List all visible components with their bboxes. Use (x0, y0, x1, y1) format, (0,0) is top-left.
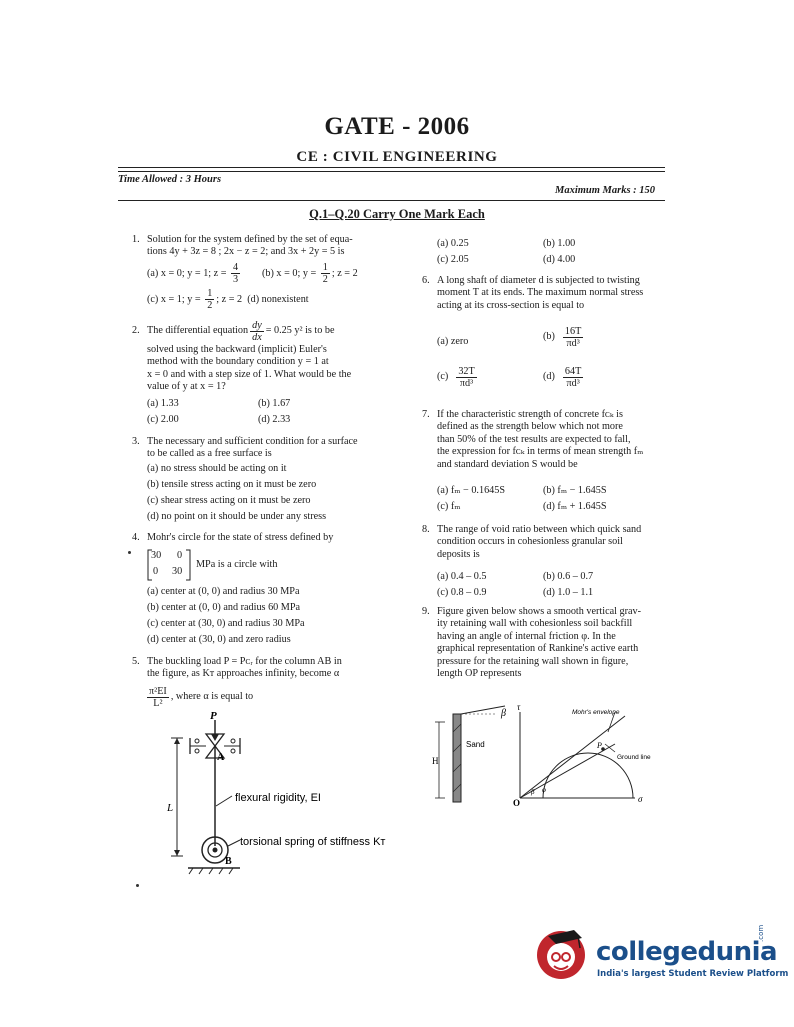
question-text: MPa is a circle with (196, 559, 278, 570)
option-b: (b) 1.00 (543, 238, 576, 249)
section-title: Q.1–Q.20 Carry One Mark Each (309, 207, 485, 221)
question-8 (422, 524, 669, 561)
option-tail: ; z = 2 (216, 293, 243, 305)
fraction-numerator: 1 (322, 262, 328, 273)
option-a (147, 262, 242, 285)
question-number: 4. (132, 532, 140, 543)
matrix-cell: 0 (177, 550, 183, 561)
question-9 (422, 606, 669, 680)
option-d: (d) 2.33 (258, 414, 291, 425)
question-text: Solution for the system defined by the set of equa- (147, 234, 353, 245)
question-text: having an angle of internal friction φ. In the (437, 630, 616, 642)
option-c: (c) 2.05 (437, 254, 469, 265)
question-text: solved using the backward (implicit) Euler's (147, 344, 327, 355)
option-tail: ; z = 2 (331, 267, 358, 279)
option-d: (d) center at (30, 0) and zero radius (147, 634, 291, 645)
question-text: graphical representation of Rankine's active earth (437, 643, 639, 655)
label-b: B (225, 856, 232, 867)
question-text: and standard deviation S would be (437, 458, 578, 470)
question-number: 7. (422, 409, 430, 420)
option-b (262, 262, 358, 285)
label-ground-line: Ground line (617, 754, 651, 761)
option-c: (c) shear stress acting on it must be zero (147, 495, 311, 506)
column-figure (160, 708, 410, 880)
option-a: (a) 0.4 – 0.5 (437, 571, 487, 582)
label-spring: torsional spring of stiffness Kᴛ (240, 836, 386, 848)
question-text: tions 4y + 3z = 8 ; 2x − z = 2; and 3x + 2y = 5 is (147, 246, 345, 258)
option-d: (d) no point on it should be under any stress (147, 511, 327, 522)
fraction-denominator: 3 (233, 274, 239, 285)
label-sand: Sand (466, 740, 485, 749)
option-label: (d) (543, 371, 555, 383)
label-beta: β (501, 708, 506, 719)
scan-mark (136, 884, 139, 887)
option-c: (c) 2.00 (147, 414, 179, 425)
question-text: than 50% of the test results are expected to fall, (437, 433, 631, 445)
option-d: (d) nonexistent (247, 293, 309, 305)
option-c: (c) 0.8 – 0.9 (437, 587, 487, 598)
backfill-surface (461, 706, 505, 714)
question-7 (422, 409, 669, 471)
option-label: (c) x = 1; y = (147, 293, 201, 305)
question-3 (132, 436, 397, 461)
label-p: P (597, 741, 602, 750)
option-b: (b) 0.6 – 0.7 (543, 571, 594, 582)
retaining-wall (453, 714, 461, 802)
question-text: The range of void ratio between which quick sand (437, 524, 642, 535)
label-tau: τ (517, 702, 521, 712)
option-d: (d) 4.00 (543, 254, 576, 265)
question-number: 1. (132, 234, 140, 245)
question-text: moment T at its ends. The maximum normal stress (437, 287, 644, 299)
option-b: (b) fₘ − 1.645S (543, 485, 607, 496)
option-a: (a) 0.25 (437, 238, 469, 249)
option-d: (d) 1.0 – 1.1 (543, 587, 594, 598)
option-b: (b) center at (0, 0) and radius 60 MPa (147, 602, 301, 613)
question-text: The necessary and sufficient condition for a surface (147, 436, 358, 447)
fraction-numerator: dy (252, 319, 262, 331)
option-label: (b) x = 0; y = (262, 267, 317, 279)
fraction-denominator: πd³ (459, 378, 474, 389)
option-c (437, 366, 479, 389)
label-phi-angle: φ (542, 786, 546, 794)
fraction-denominator: 2 (207, 300, 213, 311)
header-rule-top-2 (118, 171, 665, 172)
header-rule-top (118, 167, 665, 168)
fraction-denominator: πd³ (566, 378, 580, 389)
question-text: The buckling load P = Pᴄᵣ for the column AB in (147, 656, 342, 667)
option-d: (d) fₘ + 1.645S (543, 501, 607, 512)
question-text: value of y at x = 1? (147, 381, 226, 393)
option-a: (a) zero (437, 336, 469, 347)
label-p: P (210, 710, 217, 722)
question-number: 8. (422, 524, 430, 535)
question-4 (132, 532, 397, 544)
question-number: 9. (422, 606, 430, 617)
option-b: (b) tensile stress acting on it must be zero (147, 479, 317, 490)
question-text: pressure for the retaining wall shown in figure, (437, 655, 629, 667)
question-text: condition occurs in cohesionless granular soil (437, 536, 623, 548)
question-text: defined as the strength below which not more (437, 421, 623, 433)
option-c: (c) fₘ (437, 501, 461, 512)
question-5 (132, 656, 397, 681)
question-text: If the characteristic strength of concrete fᴄₖ is (437, 409, 623, 420)
question-6 (422, 275, 669, 312)
label-sigma: σ (638, 794, 643, 804)
fraction-numerator: 4 (233, 262, 239, 273)
option-label: (b) (543, 331, 555, 343)
label-beta-angle: β (531, 788, 535, 796)
matrix-cell: 30 (151, 550, 162, 561)
question-2 (132, 318, 397, 394)
question-text: = 0.25 y² is to be (265, 324, 335, 336)
scan-mark (128, 551, 131, 554)
question-text: ity retaining wall with cohesionless soil backfill (437, 618, 633, 630)
label-l: L (167, 802, 174, 814)
fraction-numerator: 16T (564, 326, 582, 337)
label-a: A (217, 752, 225, 763)
option-c: (c) center at (30, 0) and radius 30 MPa (147, 618, 305, 629)
question-text: A long shaft of diameter d is subjected to twisting (437, 275, 640, 286)
brand-tld: .com (757, 924, 765, 942)
question-text: x = 0 and with a step size of 1. What would be the (147, 368, 352, 380)
collegedunia-logo-icon (530, 920, 596, 986)
option-d (543, 366, 585, 389)
question-text: length OP represents (437, 668, 522, 680)
alpha-expression (145, 686, 253, 709)
question-text: the expression for fᴄₖ in terms of mean strength fₘ (437, 446, 644, 458)
brand-name: collegedunia (596, 937, 778, 967)
option-b (543, 326, 585, 349)
exam-subtitle: CE : CIVIL ENGINEERING (296, 149, 498, 165)
load-arrowhead (211, 734, 219, 741)
question-text: the figure, as Kᴛ approaches infinity, become α (147, 668, 340, 680)
fraction-denominator: 2 (322, 274, 328, 285)
question-text: , where α is equal to (170, 691, 254, 703)
question-text: Mohr's circle for the state of stress defined by (147, 532, 334, 543)
time-allowed: Time Allowed : 3 Hours (118, 174, 222, 185)
question-number: 3. (132, 436, 140, 447)
retaining-wall-figure (425, 702, 670, 812)
fraction-denominator: L² (153, 698, 163, 709)
matrix-cell: 30 (172, 566, 183, 577)
stress-matrix (147, 549, 191, 581)
question-text: to be called as a free surface is (147, 448, 272, 460)
option-a: (a) no stress should be acting on it (147, 463, 287, 474)
question-number: 5. (132, 656, 140, 667)
fraction-numerator: π²EI (149, 686, 167, 697)
question-text: deposits is (437, 548, 480, 560)
label-rigidity: flexural rigidity, EI (235, 792, 321, 804)
option-label: (a) x = 0; y = 1; z = (147, 267, 227, 279)
option-c (147, 288, 309, 311)
fraction-denominator: dx (252, 331, 262, 343)
option-a: (a) 1.33 (147, 398, 179, 409)
matrix-cell: 0 (153, 566, 159, 577)
question-number: 6. (422, 275, 430, 286)
brand-tagline: India's largest Student Review Platform (597, 969, 789, 979)
question-text: acting at its cross-section is equal to (437, 299, 585, 311)
max-marks: Maximum Marks : 150 (555, 185, 656, 196)
label-o: O (513, 798, 521, 808)
option-a: (a) fₘ − 0.1645S (437, 485, 506, 496)
fraction-numerator: 64T (564, 366, 582, 377)
question-text: The differential equation (147, 324, 249, 336)
fraction-numerator: 1 (207, 288, 213, 299)
option-b: (b) 1.67 (258, 398, 291, 409)
question-text: Figure given below shows a smooth vertical grav- (437, 606, 641, 617)
label-h: H (432, 756, 439, 766)
question-text: method with the boundary condition y = 1 at (147, 356, 329, 368)
option-a: (a) center at (0, 0) and radius 30 MPa (147, 586, 300, 597)
label-envelope: Mohr's envelope (572, 709, 620, 716)
header-rule-bottom (118, 200, 665, 201)
fraction-numerator: 32T (458, 366, 475, 377)
exam-title: GATE - 2006 (324, 113, 470, 140)
fraction-denominator: πd³ (566, 338, 580, 349)
option-label: (c) (437, 371, 449, 383)
question-1 (132, 234, 397, 259)
question-number: 2. (132, 325, 140, 336)
